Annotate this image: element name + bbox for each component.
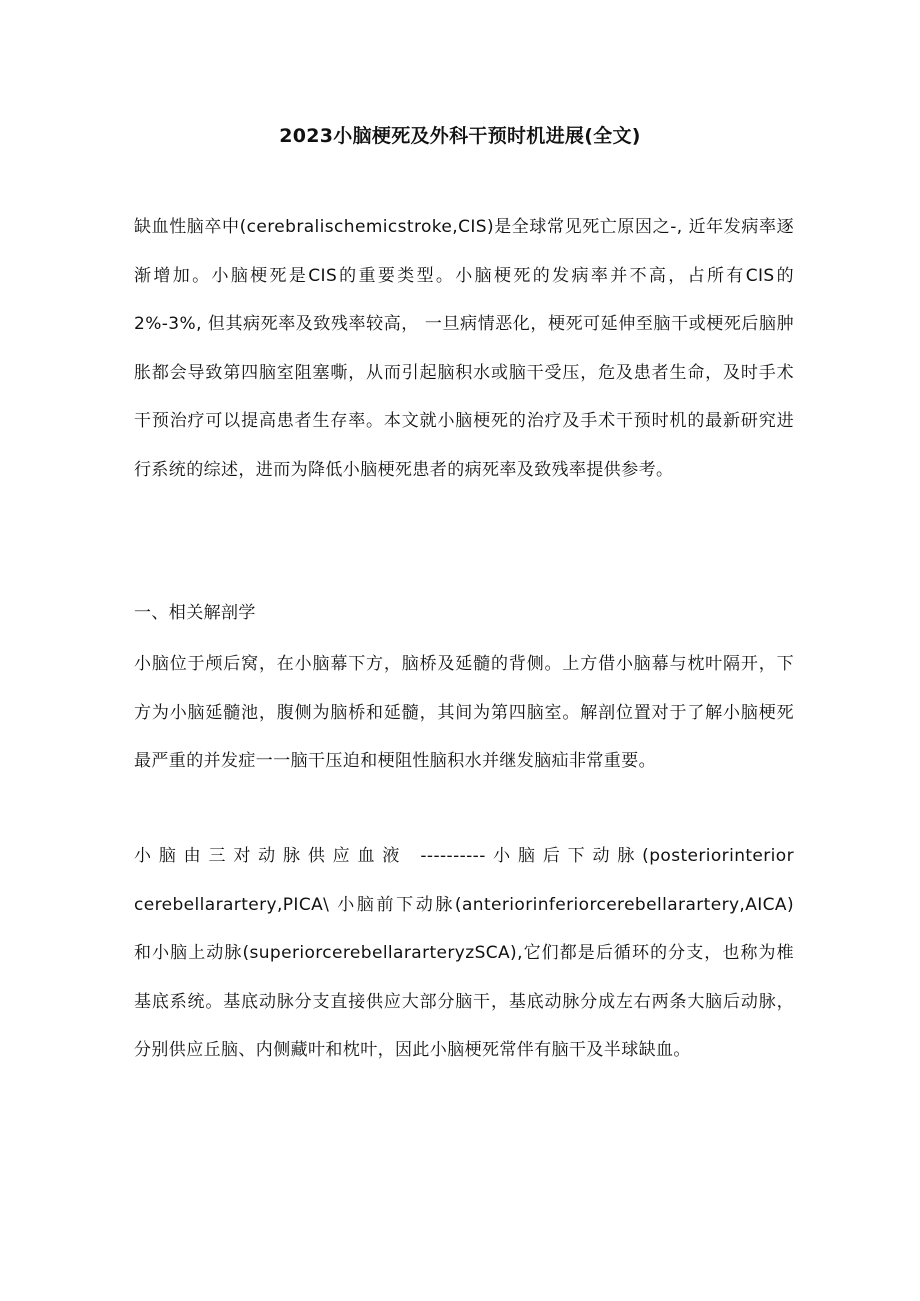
section-heading-anatomy: 一、相关解剖学	[134, 603, 256, 623]
artery-paragraph: 小脑由三对动脉供应血液 ----------小脑后下动脉(posteriorinterior cerebellarartery,PICA\ 小脑前下动脉(anteriorinferiorcerebellarartery,AICA) 和小脑上动脉(superiorcerebellararteryzSCA),它们都是后循环的分支，也称为椎基底系统。基底动脉分支直接供应大部分脑干，基底动脉分成左右两条大脑后动脉，分别供应丘脑、内侧藏叶和枕叶，因此小脑梗死常伴有脑干及半球缺血。	[134, 846, 794, 1060]
intro-paragraph: 缺血性脑卒中(cerebralischemicstroke,CIS)是全球常见死亡原因之-, 近年发病率逐渐增加。小脑梗死是CIS的重要类型。小脑梗死的发病率并不高，占所有CIS的2%-3%, 但其病死率及致残率较高， 一旦病情恶化，梗死可延伸至脑干或梗死后脑肿胀都会导致第四脑室阻塞嘶，从而引起脑积水或脑干受压，危及患者生命，及时手术干预治疗可以提高患者生存率。本文就小脑梗死的治疗及手术干预时机的最新研究进行系统的综述，进而为降低小脑梗死患者的病死率及致残率提供参考。	[134, 217, 794, 480]
anatomy-paragraph: 小脑位于颅后窝，在小脑幕下方，脑桥及延髓的背侧。上方借小脑幕与枕叶隔开，下方为小脑延髓池，腹侧为脑桥和延髓，其间为第四脑室。解剖位置对于了解小脑梗死最严重的并发症一一脑干压迫和梗阻性脑积水并继发脑疝非常重要。	[134, 654, 794, 771]
document-title: 2023小脑梗死及外科干预时机进展(全文)	[279, 125, 641, 147]
